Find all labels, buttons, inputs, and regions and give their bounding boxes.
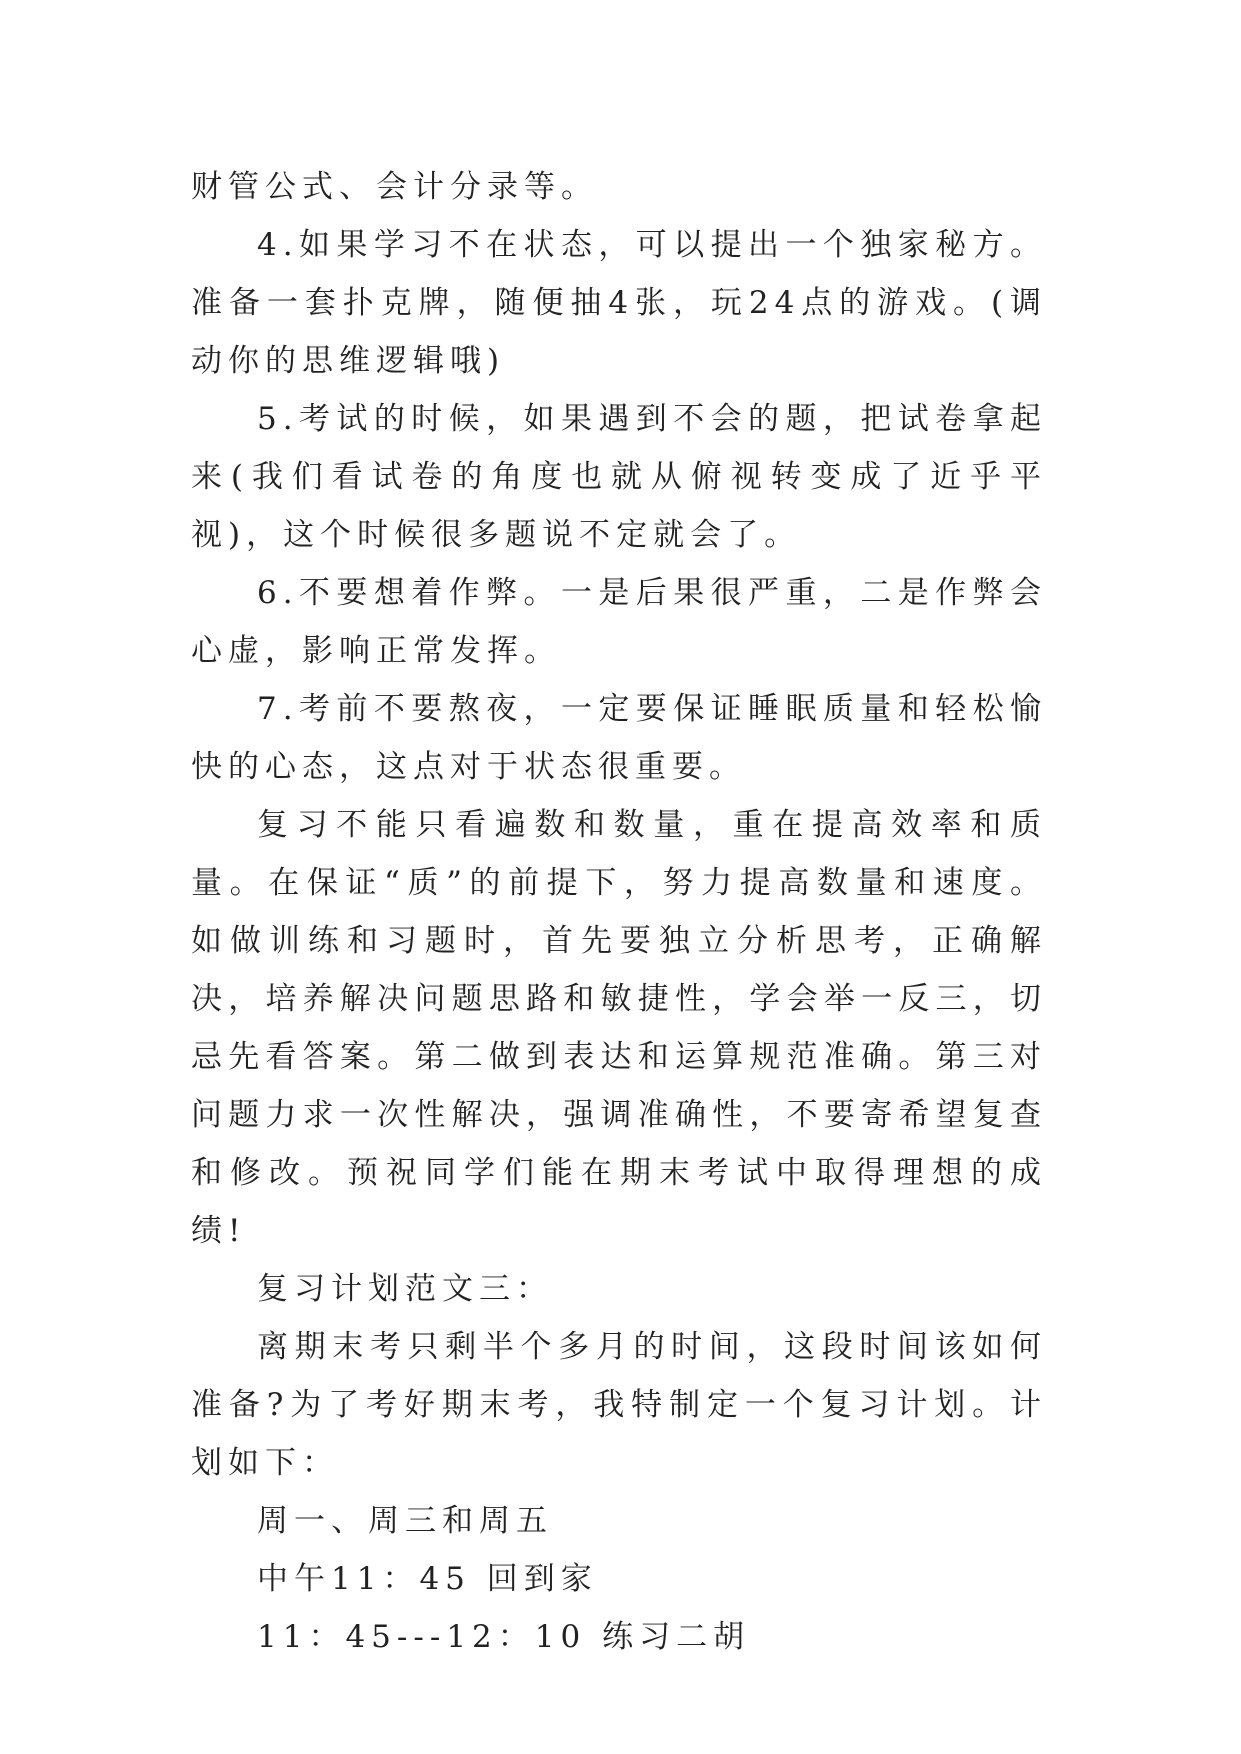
paragraph: 4.如果学习不在状态，可以提出一个独家秘方。准备一套扑克牌，随便抽4张，玩24点的游戏。(调动你的思维逻辑哦) bbox=[191, 227, 1047, 379]
document-body bbox=[191, 158, 1047, 1666]
paragraph: 7.考前不要熬夜，一定要保证睡眠质量和轻松愉快的心态，这点对于状态很重要。 bbox=[191, 691, 1047, 785]
paragraph: 离期末考只剩半个多月的时间，这段时间该如何准备?为了考好期末考，我特制定一个复习计划。计划如下： bbox=[191, 1329, 1047, 1481]
schedule-line: 11：45---12：10 练习二胡 bbox=[257, 1619, 751, 1655]
paragraph: 财管公式、会计分录等。 bbox=[191, 169, 598, 205]
schedule-line: 中午11：45 回到家 bbox=[257, 1561, 598, 1597]
schedule-line: 周一、周三和周五 bbox=[257, 1503, 553, 1539]
paragraph: 6.不要想着作弊。一是后果很严重，二是作弊会心虚，影响正常发挥。 bbox=[191, 575, 1047, 669]
paragraph: 复习不能只看遍数和数量，重在提高效率和质量。在保证“质”的前提下，努力提高数量和速度。如做训练和习题时，首先要独立分析思考，正确解决，培养解决问题思路和敏捷性，学会举一反三，切忌先看答案。第二做到表达和运算规范准确。第三对问题力求一次性解决，强调准确性，不要寄希望复查和修改。预祝同学们能在期末考试中取得理想的成绩! bbox=[191, 807, 1047, 1249]
paragraph: 5.考试的时候，如果遇到不会的题，把试卷拿起来(我们看试卷的角度也就从俯视转变成了近乎平视)，这个时候很多题说不定就会了。 bbox=[191, 401, 1047, 553]
section-heading: 复习计划范文三： bbox=[257, 1271, 553, 1307]
